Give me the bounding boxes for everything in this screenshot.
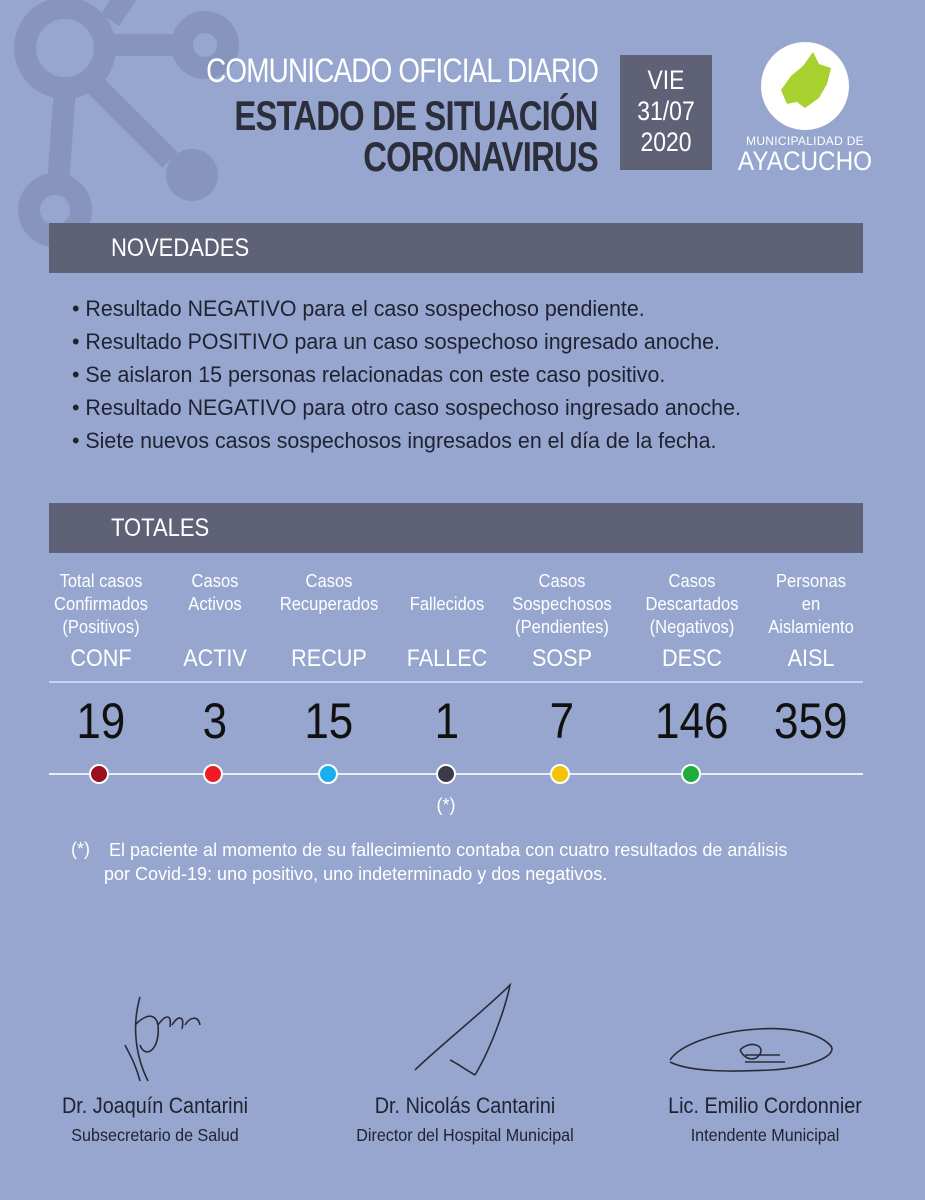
stat-abbr: CONF (70, 645, 132, 672)
stat-abbr: RECUP (291, 645, 367, 672)
stat-abbr: DESC (661, 645, 723, 672)
stat-label: Aislamiento (768, 617, 854, 637)
date-year: 2020 (640, 127, 692, 157)
stat-value-aisl (749, 692, 873, 750)
signer-name: Dr. Nicolás Cantarini (374, 1093, 556, 1118)
stat-column-recup (267, 570, 391, 673)
signer-role: Intendente Municipal (690, 1125, 840, 1145)
stat-label: Personas (776, 571, 846, 591)
list-item: • Siete nuevos casos sospechosos ingresados en el día de la fecha. (72, 428, 717, 453)
map-shape-icon (761, 42, 849, 130)
stat-column-activ (153, 570, 277, 673)
stat-label: Casos (305, 571, 353, 591)
fallec-asterisk: (*) (436, 795, 456, 815)
date-day: VIE (647, 65, 685, 95)
stat-label: Descartados (645, 594, 739, 614)
municipality-logo (730, 42, 880, 174)
stat-column-desc (630, 570, 754, 673)
signature-block-3 (650, 1010, 880, 1146)
list-item: • Resultado POSITIVO para un caso sospechoso ingresado anoche. (72, 329, 720, 354)
stat-column-conf (39, 570, 163, 673)
signature-block-1 (40, 985, 270, 1146)
stat-label: Sospechosos (512, 594, 612, 614)
timeline-track (49, 773, 863, 775)
stat-column-fallec (385, 570, 509, 673)
stat-label: Casos (538, 571, 586, 591)
stat-value-conf (39, 692, 163, 750)
stat-abbr: AISL (787, 645, 835, 672)
stat-label: Activos (188, 594, 242, 614)
signer-role: Director del Hospital Municipal (356, 1125, 574, 1145)
stat-label: en (801, 594, 821, 614)
stat-label: Total casos (59, 571, 143, 591)
sosp-dot (550, 764, 570, 784)
footnote-line: El paciente al momento de su fallecimiento contaba con cuatro resultados de análisis (109, 840, 788, 860)
stat-abbr: ACTIV (183, 645, 247, 672)
stat-value-sosp (500, 692, 624, 750)
header-title-line1: ESTADO DE SITUACIÓN (234, 92, 598, 139)
recup-dot (318, 764, 338, 784)
footnote-line: por Covid-19: uno positivo, uno indeterminado y dos negativos. (104, 864, 608, 884)
desc-dot (681, 764, 701, 784)
footnote-mark: (*) (71, 839, 90, 859)
stat-column-sosp (500, 570, 624, 673)
novedades-title: NOVEDADES (111, 234, 250, 262)
stat-label: Recuperados (279, 594, 379, 614)
stat-label: Casos (668, 571, 716, 591)
handwritten-signature-2 (335, 980, 595, 1093)
stat-value: 7 (549, 693, 575, 749)
stat-value-activ (153, 692, 277, 750)
conf-dot (89, 764, 109, 784)
stat-value: 359 (774, 693, 848, 749)
date-badge (620, 55, 712, 170)
stat-value: 19 (76, 693, 126, 749)
signer-name: Dr. Joaquín Cantarini (61, 1093, 248, 1118)
logo-subtitle: MUNICIPALIDAD DE (746, 134, 864, 148)
novedades-list (72, 292, 852, 457)
header-subtitle: COMUNICADO OFICIAL DIARIO (205, 52, 598, 90)
list-item: • Resultado NEGATIVO para el caso sospechoso pendiente. (72, 296, 645, 321)
handwritten-signature-1 (40, 985, 270, 1093)
stat-value-fallec (385, 692, 509, 750)
list-item: • Se aislaron 15 personas relacionadas con este caso positivo. (72, 362, 666, 387)
stat-value: 15 (304, 693, 354, 749)
stat-value: 1 (434, 693, 460, 749)
stat-abbr: FALLEC (406, 645, 488, 672)
stat-label: Fallecidos (409, 594, 485, 614)
date-daymonth: 31/07 (637, 96, 695, 126)
totales-title: TOTALES (111, 514, 210, 542)
signer-name: Lic. Emilio Cordonnier (668, 1093, 862, 1118)
stat-abbr: SOSP (531, 645, 593, 672)
handwritten-signature-3 (650, 1010, 880, 1093)
footnote (104, 838, 869, 886)
signer-role: Subsecretario de Salud (71, 1125, 239, 1145)
novedades-header (49, 223, 863, 273)
stat-value-desc (630, 692, 754, 750)
header-title-line2: CORONAVIRUS (363, 133, 598, 180)
totals-divider (49, 681, 863, 683)
activ-dot (203, 764, 223, 784)
stat-label: Casos (191, 571, 239, 591)
stat-column-aisl (749, 570, 873, 673)
stat-label: Confirmados (54, 594, 148, 614)
logo-emblem (761, 42, 849, 130)
signature-block-2 (335, 980, 595, 1146)
stat-value: 146 (655, 693, 729, 749)
stat-label: (Positivos) (62, 617, 140, 637)
totales-header (49, 503, 863, 553)
logo-name: AYACUCHO (737, 146, 873, 176)
list-item: • Resultado NEGATIVO para otro caso sospechoso ingresado anoche. (72, 395, 741, 420)
stat-value: 3 (202, 693, 228, 749)
fallec-dot (436, 764, 456, 784)
stat-value-recup (267, 692, 391, 750)
stat-label: (Negativos) (649, 617, 735, 637)
stat-label: (Pendientes) (515, 617, 609, 637)
